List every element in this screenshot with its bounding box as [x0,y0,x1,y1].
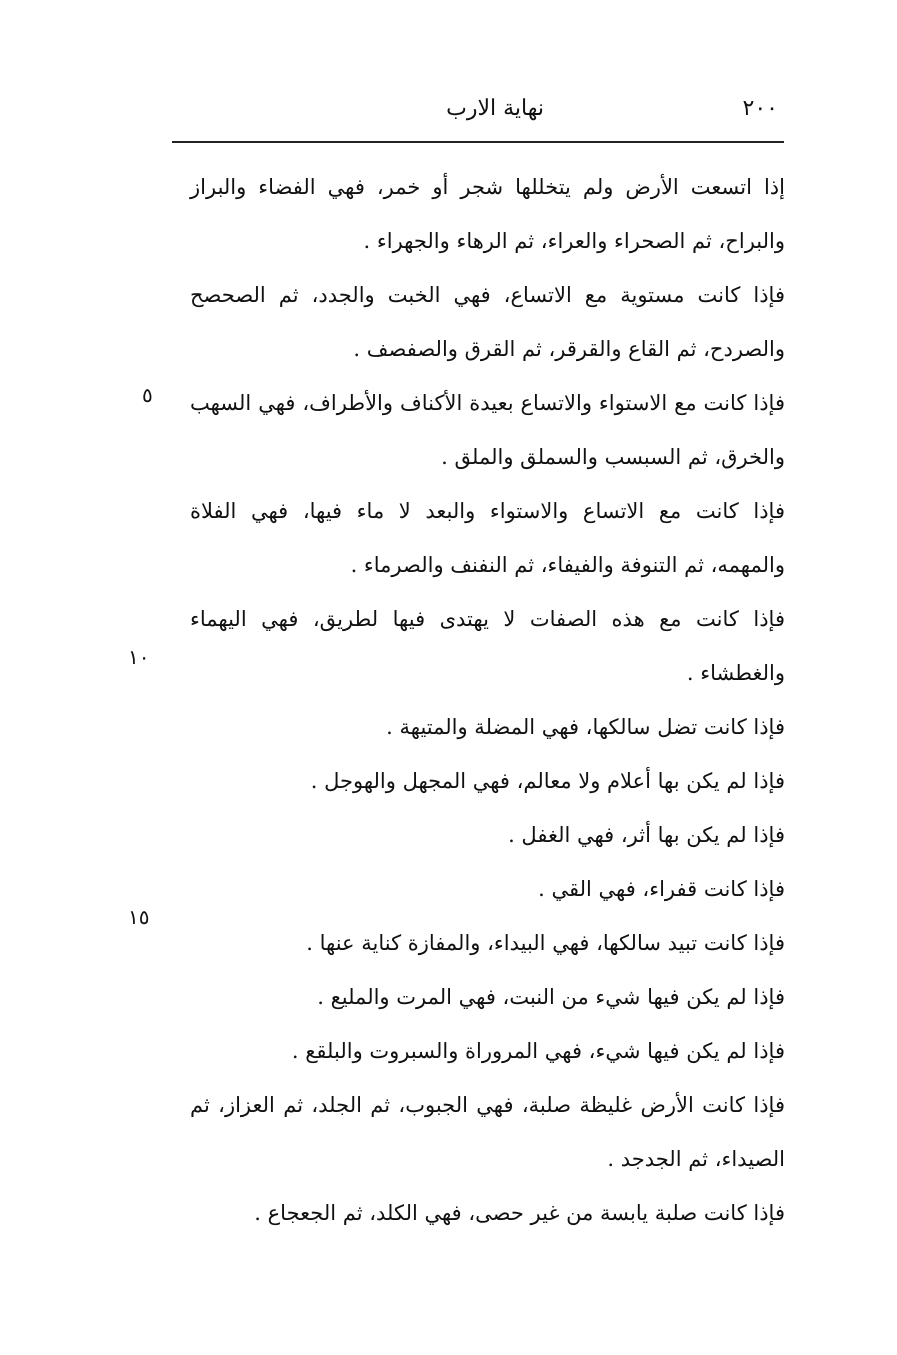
paragraph: فإذا كانت الأرض غليظة صلبة، فهي الجبوب، ثم الجلد، ثم العزاز، ثم الصيداء، ثم الجدجد . [190,1093,785,1171]
paragraph: فإذا كانت مع الاستواء والاتساع بعيدة الأكناف والأطراف، فهي السهب والخرق، ثم السبسب والسملق والملق . [190,391,785,469]
paragraph: فإذا كانت تبيد سالكها، فهي البيداء، والمفازة كناية عنها . [306,931,785,955]
paragraph: إذا اتسعت الأرض ولم يتخللها شجر أو خمر، فهي الفضاء والبراز والبراح، ثم الصحراء والعراء، ثم الرهاء والجهراء . [190,175,785,253]
paragraph: فإذا كانت مستوية مع الاتساع، فهي الخبت والجدد، ثم الصحصح والصردح، ثم القاع والقرقر، ثم القرق والصفصف . [190,283,785,361]
paragraph: فإذا كانت مع الاتساع والاستواء والبعد لا ماء فيها، فهي الفلاة والمهمه، ثم التنوفة والفيفاء، ثم النفنف والصرماء . [190,499,785,577]
page-number: ٢٠٠ [742,96,778,121]
page-body [190,160,785,1240]
paragraph: فإذا لم يكن فيها شيء من النبت، فهي المرت والمليع . [317,985,785,1009]
header-rule [172,141,784,143]
paragraph: فإذا كانت مع هذه الصفات لا يهتدى فيها لطريق، فهي اليهماء والغطشاء . [190,607,785,685]
margin-line-number: ١٥ [128,905,150,929]
paragraph: فإذا كانت تضل سالكها، فهي المضلة والمتيهة . [386,715,785,739]
paragraph: فإذا كانت قفراء، فهي القي . [538,877,785,901]
paragraph: فإذا لم يكن بها أثر، فهي الغفل . [508,823,785,847]
page-header [172,92,784,132]
paragraph: فإذا كانت صلبة يابسة من غير حصى، فهي الكلد، ثم الجعجاع . [254,1201,785,1225]
margin-line-number: ٥ [142,383,153,407]
paragraph: فإذا لم يكن بها أعلام ولا معالم، فهي المجهل والهوجل . [310,769,785,793]
paragraph: فإذا لم يكن فيها شيء، فهي المروراة والسبروت والبلقع . [291,1039,785,1063]
running-title: نهاية الارب [446,96,544,121]
margin-line-number: ١٠ [128,645,150,669]
